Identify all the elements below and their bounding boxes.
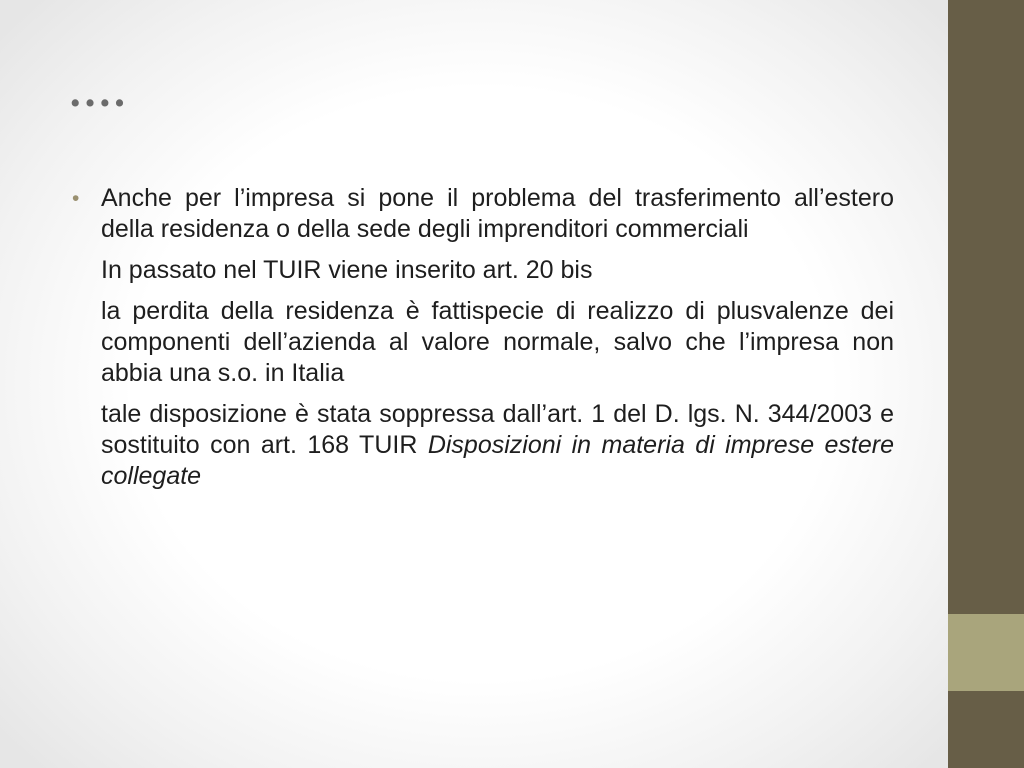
bullet-item: [72, 183, 894, 492]
paragraph-4: [101, 399, 894, 492]
paragraph-3: la perdita della residenza è fattispecie di realizzo di plusvalenze dei componenti dell’azienda al valore normale, salvo che l’impresa non abbia una s.o. in Italia: [101, 297, 894, 387]
paragraph-4-regular: tale disposizione è stata soppressa dall’art. 1 del D. lgs. N. 344/2003 e sostituito con art. 168 TUIR: [101, 400, 894, 459]
sidebar-accent-block: [948, 614, 1024, 691]
slide-content: [72, 183, 894, 502]
slide-title: ….: [68, 67, 127, 116]
paragraph-4-italic: Disposizioni in materia di imprese estere collegate: [101, 431, 895, 490]
paragraph-2: In passato nel TUIR viene inserito art. 20 bis: [101, 256, 593, 284]
sidebar-decoration: [948, 0, 1024, 768]
bullet-icon: •: [72, 187, 80, 210]
paragraph-1: Anche per l’impresa si pone il problema del trasferimento all’estero della residenza o della sede degli imprenditori commerciali: [101, 184, 894, 243]
